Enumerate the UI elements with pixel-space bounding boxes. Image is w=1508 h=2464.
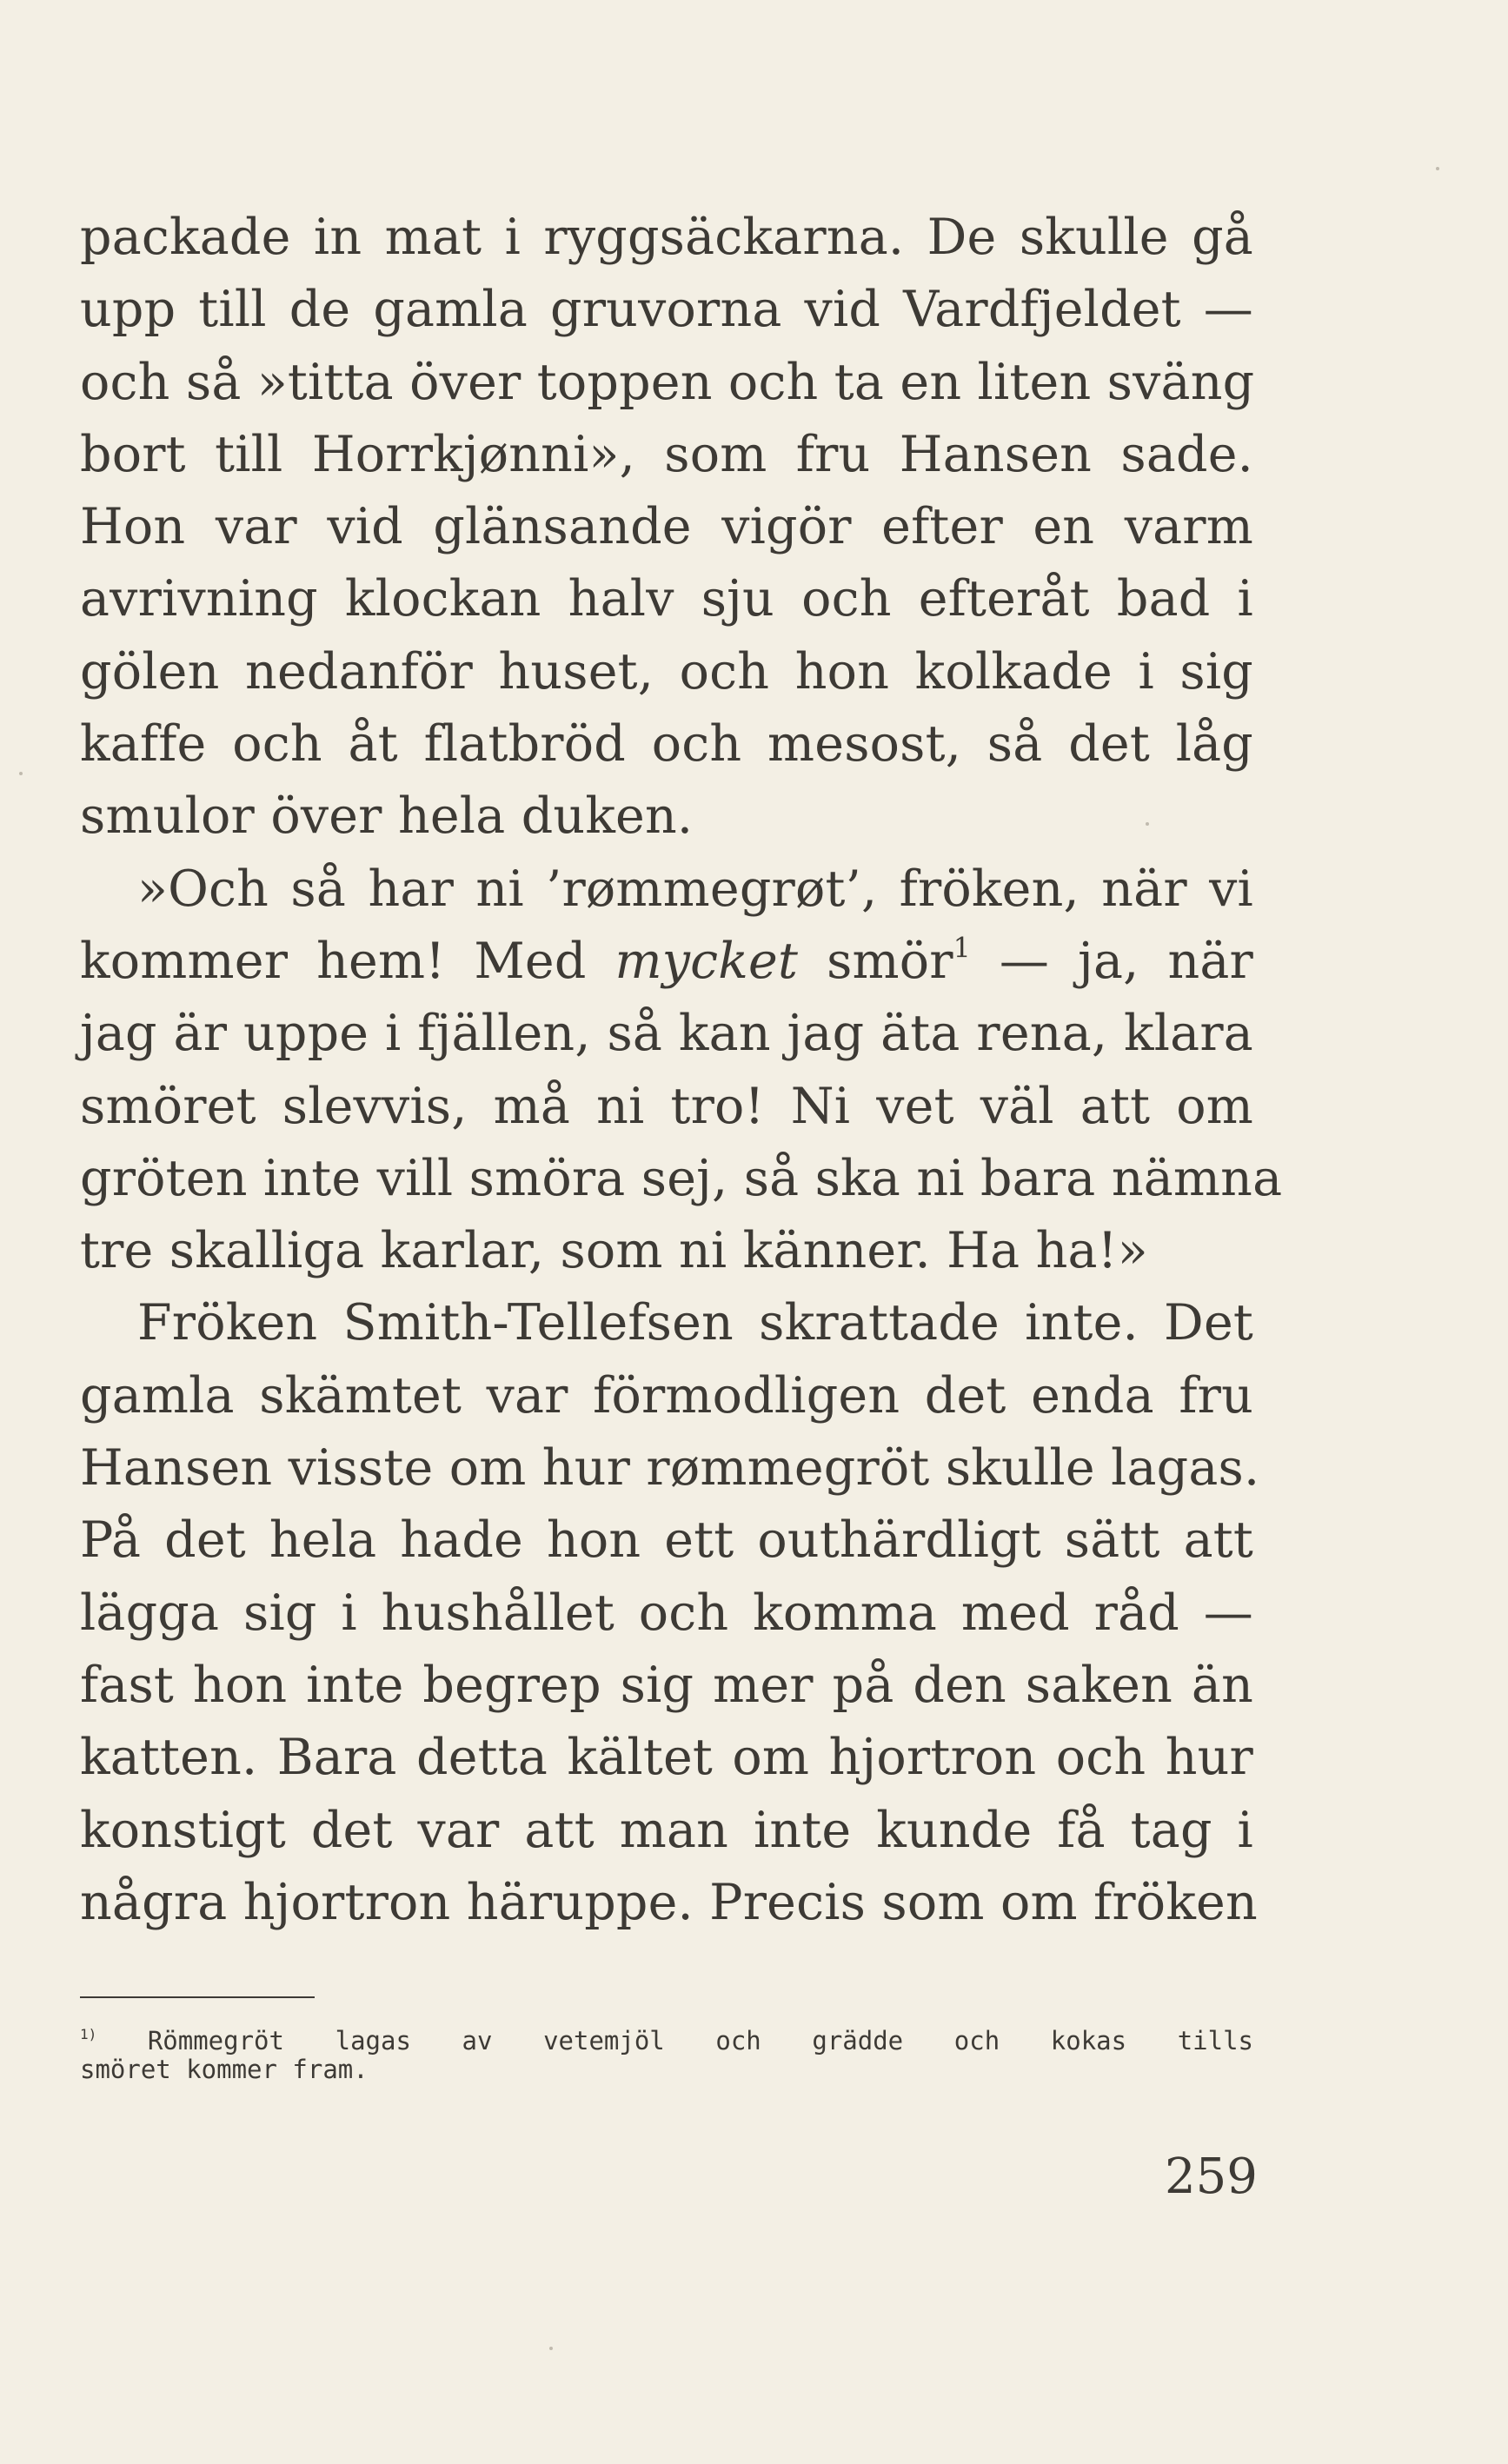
text-line: tre skalliga karlar, som ni känner. Ha ha!»: [80, 1222, 1148, 1280]
footnote-line: [80, 2027, 1253, 2056]
paper-speck: [549, 2347, 553, 2350]
footnote-marker: 1): [80, 2026, 97, 2043]
text-line: fast hon inte begrep sig mer på den saken än: [80, 1656, 1253, 1714]
text-segment: smör: [798, 932, 953, 990]
text-line: upp till de gamla gruvorna vid Vardfjeldet —: [80, 281, 1253, 339]
text-line: gölen nedanför huset, och hon kolkade i sig: [80, 642, 1253, 701]
text-line: Fröken Smith-Tellefsen skrattade inte. Det: [137, 1294, 1253, 1352]
text-line: smulor över hela duken.: [80, 787, 694, 846]
text-line: katten. Bara detta kältet om hjortron och hur: [80, 1729, 1253, 1787]
paper-speck: [1436, 167, 1439, 170]
text-line: jag är uppe i fjällen, så kan jag äta rena, klara: [80, 1005, 1253, 1063]
footnote-divider: [80, 1996, 315, 1998]
footnote-line: smöret kommer fram.: [80, 2055, 369, 2084]
text-line-with-footnote-ref: [80, 926, 1253, 998]
text-line: bort till Horrkjønni», som fru Hansen sade.: [80, 425, 1253, 483]
text-line: Hon var vid glänsande vigör efter en varm: [80, 498, 1253, 556]
text-line: kaffe och åt flatbröd och mesost, så det låg: [80, 715, 1253, 774]
text-line: gröten inte vill smöra sej, så ska ni bara nämna: [80, 1149, 1283, 1207]
footnote-text: Römmegröt lagas av vetemjöl och grädde och kokas tills: [147, 2026, 1254, 2056]
paper-speck: [19, 772, 23, 775]
text-line: och så »titta över toppen och ta en liten sväng: [80, 353, 1255, 411]
footnote-reference: 1: [953, 933, 971, 965]
text-line: På det hela hade hon ett outhärdligt sätt att: [80, 1511, 1253, 1570]
text-line: några hjortron häruppe. Precis som om fröken: [80, 1873, 1258, 1931]
text-line: avrivning klockan halv sju och efteråt bad i: [80, 570, 1253, 628]
paper-speck: [1146, 822, 1149, 826]
page-number: 259: [1165, 2149, 1258, 2205]
text-line: »Och så har ni ’rømmegrøt’, fröken, när vi: [137, 860, 1253, 918]
text-line: smöret slevvis, må ni tro! Ni vet väl att om: [80, 1077, 1253, 1135]
text-segment: kommer hem! Med: [80, 932, 615, 990]
text-line: packade in mat i ryggsäckarna. De skulle gå: [80, 209, 1253, 266]
italic-word: mycket: [614, 932, 799, 990]
text-line: gamla skämtet var förmodligen det enda fru: [80, 1366, 1253, 1425]
text-line: konstigt det var att man inte kunde få tag i: [80, 1801, 1253, 1859]
text-line: Hansen visste om hur rømmegröt skulle lagas.: [80, 1439, 1260, 1498]
footnote: [80, 2027, 1253, 2084]
body-text: [80, 202, 1283, 1939]
text-segment: — ja, när: [970, 932, 1254, 990]
text-line: lägga sig i hushållet och komma med råd —: [80, 1584, 1253, 1642]
